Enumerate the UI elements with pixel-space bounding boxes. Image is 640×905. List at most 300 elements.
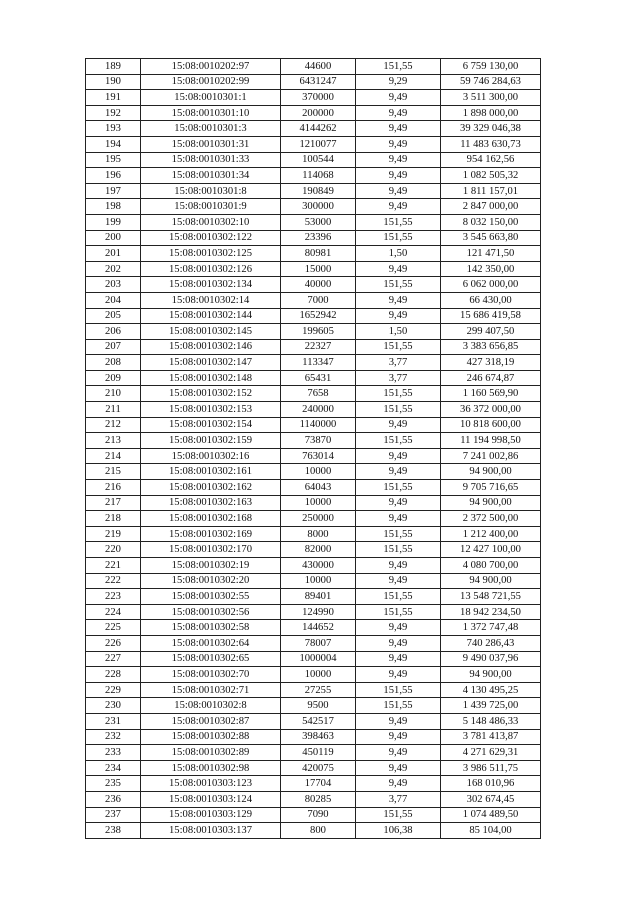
row-number-cell: 196	[86, 168, 141, 184]
row-number-cell: 235	[86, 776, 141, 792]
cadastral-number-cell: 15:08:0010303:124	[141, 791, 281, 807]
amount-cell: 246 674,87	[441, 370, 541, 386]
rate-cell: 9,49	[356, 573, 441, 589]
table-row	[86, 651, 541, 667]
table-row	[86, 745, 541, 761]
row-number-cell: 200	[86, 230, 141, 246]
amount-cell: 121 471,50	[441, 246, 541, 262]
rate-cell: 9,49	[356, 464, 441, 480]
rate-cell: 9,49	[356, 729, 441, 745]
rate-cell: 151,55	[356, 589, 441, 605]
area-cell: 27255	[281, 682, 356, 698]
row-number-cell: 211	[86, 402, 141, 418]
area-cell: 190849	[281, 183, 356, 199]
cadastral-number-cell: 15:08:0010302:20	[141, 573, 281, 589]
cadastral-number-cell: 15:08:0010302:89	[141, 745, 281, 761]
amount-cell: 85 104,00	[441, 823, 541, 839]
area-cell: 22327	[281, 339, 356, 355]
cadastral-number-cell: 15:08:0010302:122	[141, 230, 281, 246]
rate-cell: 9,49	[356, 417, 441, 433]
rate-cell: 151,55	[356, 339, 441, 355]
row-number-cell: 237	[86, 807, 141, 823]
cadastral-number-cell: 15:08:0010301:8	[141, 183, 281, 199]
row-number-cell: 228	[86, 667, 141, 683]
area-cell: 398463	[281, 729, 356, 745]
cadastral-number-cell: 15:08:0010302:58	[141, 620, 281, 636]
amount-cell: 94 900,00	[441, 495, 541, 511]
row-number-cell: 198	[86, 199, 141, 215]
rate-cell: 9,49	[356, 199, 441, 215]
area-cell: 10000	[281, 464, 356, 480]
area-cell: 100544	[281, 152, 356, 168]
cadastral-number-cell: 15:08:0010302:144	[141, 308, 281, 324]
area-cell: 144652	[281, 620, 356, 636]
row-number-cell: 214	[86, 448, 141, 464]
cadastral-number-cell: 15:08:0010302:8	[141, 698, 281, 714]
table-row	[86, 729, 541, 745]
table-row	[86, 136, 541, 152]
cadastral-number-cell: 15:08:0010302:153	[141, 402, 281, 418]
amount-cell: 18 942 234,50	[441, 604, 541, 620]
area-cell: 9500	[281, 698, 356, 714]
table-row	[86, 246, 541, 262]
area-cell: 1652942	[281, 308, 356, 324]
rate-cell: 1,50	[356, 246, 441, 262]
table-row	[86, 480, 541, 496]
amount-cell: 3 781 413,87	[441, 729, 541, 745]
row-number-cell: 189	[86, 59, 141, 75]
table-row	[86, 589, 541, 605]
amount-cell: 3 986 511,75	[441, 760, 541, 776]
area-cell: 23396	[281, 230, 356, 246]
cadastral-number-cell: 15:08:0010301:34	[141, 168, 281, 184]
row-number-cell: 194	[86, 136, 141, 152]
rate-cell: 9,49	[356, 776, 441, 792]
row-number-cell: 199	[86, 214, 141, 230]
amount-cell: 2 372 500,00	[441, 511, 541, 527]
rate-cell: 151,55	[356, 480, 441, 496]
rate-cell: 151,55	[356, 230, 441, 246]
table-row	[86, 823, 541, 839]
row-number-cell: 217	[86, 495, 141, 511]
rate-cell: 151,55	[356, 526, 441, 542]
table-row	[86, 59, 541, 75]
cadastral-number-cell: 15:08:0010302:14	[141, 292, 281, 308]
table-row	[86, 635, 541, 651]
area-cell: 240000	[281, 402, 356, 418]
row-number-cell: 236	[86, 791, 141, 807]
table-row	[86, 713, 541, 729]
amount-cell: 9 490 037,96	[441, 651, 541, 667]
table-row	[86, 261, 541, 277]
rate-cell: 151,55	[356, 433, 441, 449]
table-row	[86, 355, 541, 371]
cadastral-number-cell: 15:08:0010302:152	[141, 386, 281, 402]
rate-cell: 3,77	[356, 355, 441, 371]
row-number-cell: 204	[86, 292, 141, 308]
amount-cell: 11 483 630,73	[441, 136, 541, 152]
rate-cell: 9,49	[356, 713, 441, 729]
area-cell: 7000	[281, 292, 356, 308]
rate-cell: 9,49	[356, 448, 441, 464]
amount-cell: 4 080 700,00	[441, 558, 541, 574]
area-cell: 420075	[281, 760, 356, 776]
row-number-cell: 224	[86, 604, 141, 620]
table-body	[86, 59, 541, 839]
area-cell: 542517	[281, 713, 356, 729]
area-cell: 10000	[281, 573, 356, 589]
rate-cell: 151,55	[356, 604, 441, 620]
cadastral-number-cell: 15:08:0010303:123	[141, 776, 281, 792]
rate-cell: 151,55	[356, 277, 441, 293]
area-cell: 430000	[281, 558, 356, 574]
amount-cell: 1 160 569,90	[441, 386, 541, 402]
cadastral-number-cell: 15:08:0010302:64	[141, 635, 281, 651]
cadastral-number-cell: 15:08:0010302:16	[141, 448, 281, 464]
table-row	[86, 386, 541, 402]
table-row	[86, 464, 541, 480]
amount-cell: 94 900,00	[441, 464, 541, 480]
area-cell: 6431247	[281, 74, 356, 90]
cadastral-number-cell: 15:08:0010302:169	[141, 526, 281, 542]
row-number-cell: 233	[86, 745, 141, 761]
row-number-cell: 206	[86, 324, 141, 340]
area-cell: 370000	[281, 90, 356, 106]
rate-cell: 151,55	[356, 386, 441, 402]
amount-cell: 15 686 419,58	[441, 308, 541, 324]
row-number-cell: 218	[86, 511, 141, 527]
rate-cell: 151,55	[356, 682, 441, 698]
row-number-cell: 209	[86, 370, 141, 386]
amount-cell: 36 372 000,00	[441, 402, 541, 418]
rate-cell: 106,38	[356, 823, 441, 839]
rate-cell: 9,49	[356, 760, 441, 776]
amount-cell: 299 407,50	[441, 324, 541, 340]
amount-cell: 3 383 656,85	[441, 339, 541, 355]
cadastral-number-cell: 15:08:0010202:97	[141, 59, 281, 75]
cadastral-number-cell: 15:08:0010302:147	[141, 355, 281, 371]
rate-cell: 1,50	[356, 324, 441, 340]
row-number-cell: 226	[86, 635, 141, 651]
rate-cell: 9,49	[356, 511, 441, 527]
amount-cell: 302 674,45	[441, 791, 541, 807]
amount-cell: 6 062 000,00	[441, 277, 541, 293]
row-number-cell: 213	[86, 433, 141, 449]
amount-cell: 1 074 489,50	[441, 807, 541, 823]
table-row	[86, 807, 541, 823]
area-cell: 1140000	[281, 417, 356, 433]
amount-cell: 4 130 495,25	[441, 682, 541, 698]
rate-cell: 9,49	[356, 292, 441, 308]
cadastral-number-cell: 15:08:0010302:56	[141, 604, 281, 620]
cadastral-number-cell: 15:08:0010302:148	[141, 370, 281, 386]
land-plots-table	[85, 58, 541, 839]
table-row	[86, 152, 541, 168]
table-row	[86, 183, 541, 199]
table-row	[86, 511, 541, 527]
table-row	[86, 230, 541, 246]
table-row	[86, 667, 541, 683]
table-row	[86, 448, 541, 464]
row-number-cell: 203	[86, 277, 141, 293]
table-row	[86, 526, 541, 542]
amount-cell: 7 241 002,86	[441, 448, 541, 464]
amount-cell: 66 430,00	[441, 292, 541, 308]
table-row	[86, 682, 541, 698]
amount-cell: 2 847 000,00	[441, 199, 541, 215]
amount-cell: 4 271 629,31	[441, 745, 541, 761]
amount-cell: 11 194 998,50	[441, 433, 541, 449]
row-number-cell: 192	[86, 105, 141, 121]
rate-cell: 9,49	[356, 90, 441, 106]
rate-cell: 9,49	[356, 745, 441, 761]
area-cell: 7658	[281, 386, 356, 402]
table-row	[86, 620, 541, 636]
table-row	[86, 105, 541, 121]
area-cell: 800	[281, 823, 356, 839]
table-row	[86, 168, 541, 184]
area-cell: 44600	[281, 59, 356, 75]
row-number-cell: 208	[86, 355, 141, 371]
table-row	[86, 370, 541, 386]
amount-cell: 1 212 400,00	[441, 526, 541, 542]
cadastral-number-cell: 15:08:0010302:126	[141, 261, 281, 277]
amount-cell: 427 318,19	[441, 355, 541, 371]
area-cell: 80285	[281, 791, 356, 807]
amount-cell: 1 811 157,01	[441, 183, 541, 199]
amount-cell: 94 900,00	[441, 667, 541, 683]
cadastral-number-cell: 15:08:0010302:55	[141, 589, 281, 605]
row-number-cell: 222	[86, 573, 141, 589]
area-cell: 114068	[281, 168, 356, 184]
row-number-cell: 230	[86, 698, 141, 714]
table-row	[86, 433, 541, 449]
cadastral-number-cell: 15:08:0010303:137	[141, 823, 281, 839]
table-row	[86, 417, 541, 433]
table-row	[86, 199, 541, 215]
cadastral-number-cell: 15:08:0010302:154	[141, 417, 281, 433]
amount-cell: 142 350,00	[441, 261, 541, 277]
area-cell: 199605	[281, 324, 356, 340]
area-cell: 10000	[281, 495, 356, 511]
row-number-cell: 201	[86, 246, 141, 262]
area-cell: 113347	[281, 355, 356, 371]
area-cell: 89401	[281, 589, 356, 605]
area-cell: 78007	[281, 635, 356, 651]
rate-cell: 9,49	[356, 635, 441, 651]
cadastral-number-cell: 15:08:0010302:145	[141, 324, 281, 340]
area-cell: 200000	[281, 105, 356, 121]
amount-cell: 10 818 600,00	[441, 417, 541, 433]
cadastral-number-cell: 15:08:0010302:163	[141, 495, 281, 511]
cadastral-number-cell: 15:08:0010301:1	[141, 90, 281, 106]
table-row	[86, 324, 541, 340]
cadastral-number-cell: 15:08:0010302:70	[141, 667, 281, 683]
table-row	[86, 776, 541, 792]
row-number-cell: 232	[86, 729, 141, 745]
row-number-cell: 220	[86, 542, 141, 558]
amount-cell: 1 898 000,00	[441, 105, 541, 121]
rate-cell: 3,77	[356, 791, 441, 807]
rate-cell: 9,29	[356, 74, 441, 90]
table-row	[86, 698, 541, 714]
row-number-cell: 238	[86, 823, 141, 839]
table-row	[86, 402, 541, 418]
row-number-cell: 197	[86, 183, 141, 199]
table-row	[86, 791, 541, 807]
cadastral-number-cell: 15:08:0010301:9	[141, 199, 281, 215]
amount-cell: 168 010,96	[441, 776, 541, 792]
cadastral-number-cell: 15:08:0010302:71	[141, 682, 281, 698]
table-row	[86, 308, 541, 324]
amount-cell: 59 746 284,63	[441, 74, 541, 90]
amount-cell: 954 162,56	[441, 152, 541, 168]
area-cell: 40000	[281, 277, 356, 293]
row-number-cell: 193	[86, 121, 141, 137]
area-cell: 250000	[281, 511, 356, 527]
row-number-cell: 221	[86, 558, 141, 574]
amount-cell: 5 148 486,33	[441, 713, 541, 729]
row-number-cell: 231	[86, 713, 141, 729]
area-cell: 7090	[281, 807, 356, 823]
rate-cell: 151,55	[356, 542, 441, 558]
area-cell: 65431	[281, 370, 356, 386]
area-cell: 124990	[281, 604, 356, 620]
row-number-cell: 223	[86, 589, 141, 605]
rate-cell: 9,49	[356, 308, 441, 324]
area-cell: 64043	[281, 480, 356, 496]
amount-cell: 94 900,00	[441, 573, 541, 589]
cadastral-number-cell: 15:08:0010202:99	[141, 74, 281, 90]
cadastral-number-cell: 15:08:0010302:10	[141, 214, 281, 230]
row-number-cell: 229	[86, 682, 141, 698]
table-row	[86, 90, 541, 106]
rate-cell: 151,55	[356, 214, 441, 230]
amount-cell: 39 329 046,38	[441, 121, 541, 137]
rate-cell: 9,49	[356, 558, 441, 574]
table-row	[86, 573, 541, 589]
amount-cell: 1 439 725,00	[441, 698, 541, 714]
cadastral-number-cell: 15:08:0010302:159	[141, 433, 281, 449]
row-number-cell: 202	[86, 261, 141, 277]
rate-cell: 9,49	[356, 105, 441, 121]
cadastral-number-cell: 15:08:0010302:161	[141, 464, 281, 480]
cadastral-number-cell: 15:08:0010302:146	[141, 339, 281, 355]
row-number-cell: 212	[86, 417, 141, 433]
cadastral-number-cell: 15:08:0010301:10	[141, 105, 281, 121]
cadastral-number-cell: 15:08:0010301:3	[141, 121, 281, 137]
rate-cell: 9,49	[356, 667, 441, 683]
row-number-cell: 191	[86, 90, 141, 106]
cadastral-number-cell: 15:08:0010302:162	[141, 480, 281, 496]
amount-cell: 1 082 505,32	[441, 168, 541, 184]
area-cell: 10000	[281, 667, 356, 683]
area-cell: 15000	[281, 261, 356, 277]
rate-cell: 151,55	[356, 59, 441, 75]
row-number-cell: 210	[86, 386, 141, 402]
area-cell: 80981	[281, 246, 356, 262]
row-number-cell: 215	[86, 464, 141, 480]
rate-cell: 9,49	[356, 136, 441, 152]
row-number-cell: 227	[86, 651, 141, 667]
cadastral-number-cell: 15:08:0010302:98	[141, 760, 281, 776]
cadastral-number-cell: 15:08:0010302:65	[141, 651, 281, 667]
cadastral-number-cell: 15:08:0010302:87	[141, 713, 281, 729]
rate-cell: 9,49	[356, 152, 441, 168]
amount-cell: 3 545 663,80	[441, 230, 541, 246]
table-row	[86, 74, 541, 90]
area-cell: 53000	[281, 214, 356, 230]
rate-cell: 9,49	[356, 495, 441, 511]
row-number-cell: 216	[86, 480, 141, 496]
amount-cell: 9 705 716,65	[441, 480, 541, 496]
area-cell: 450119	[281, 745, 356, 761]
table-row	[86, 542, 541, 558]
area-cell: 8000	[281, 526, 356, 542]
cadastral-number-cell: 15:08:0010302:168	[141, 511, 281, 527]
table-row	[86, 292, 541, 308]
rate-cell: 9,49	[356, 121, 441, 137]
amount-cell: 12 427 100,00	[441, 542, 541, 558]
cadastral-number-cell: 15:08:0010302:125	[141, 246, 281, 262]
cadastral-number-cell: 15:08:0010301:33	[141, 152, 281, 168]
rate-cell: 9,49	[356, 261, 441, 277]
area-cell: 763014	[281, 448, 356, 464]
amount-cell: 6 759 130,00	[441, 59, 541, 75]
row-number-cell: 207	[86, 339, 141, 355]
area-cell: 82000	[281, 542, 356, 558]
area-cell: 4144262	[281, 121, 356, 137]
cadastral-number-cell: 15:08:0010302:88	[141, 729, 281, 745]
area-cell: 17704	[281, 776, 356, 792]
row-number-cell: 219	[86, 526, 141, 542]
table-row	[86, 277, 541, 293]
table-row	[86, 558, 541, 574]
rate-cell: 9,49	[356, 168, 441, 184]
row-number-cell: 225	[86, 620, 141, 636]
row-number-cell: 190	[86, 74, 141, 90]
table-row	[86, 121, 541, 137]
rate-cell: 151,55	[356, 698, 441, 714]
table-row	[86, 339, 541, 355]
amount-cell: 3 511 300,00	[441, 90, 541, 106]
amount-cell: 13 548 721,55	[441, 589, 541, 605]
area-cell: 1210077	[281, 136, 356, 152]
table-row	[86, 495, 541, 511]
cadastral-number-cell: 15:08:0010302:134	[141, 277, 281, 293]
row-number-cell: 195	[86, 152, 141, 168]
cadastral-number-cell: 15:08:0010302:19	[141, 558, 281, 574]
area-cell: 300000	[281, 199, 356, 215]
rate-cell: 9,49	[356, 183, 441, 199]
table-row	[86, 214, 541, 230]
rate-cell: 151,55	[356, 402, 441, 418]
amount-cell: 1 372 747,48	[441, 620, 541, 636]
area-cell: 73870	[281, 433, 356, 449]
rate-cell: 9,49	[356, 620, 441, 636]
area-cell: 1000004	[281, 651, 356, 667]
rate-cell: 151,55	[356, 807, 441, 823]
rate-cell: 3,77	[356, 370, 441, 386]
cadastral-number-cell: 15:08:0010301:31	[141, 136, 281, 152]
rate-cell: 9,49	[356, 651, 441, 667]
table-row	[86, 604, 541, 620]
amount-cell: 740 286,43	[441, 635, 541, 651]
row-number-cell: 234	[86, 760, 141, 776]
cadastral-number-cell: 15:08:0010302:170	[141, 542, 281, 558]
row-number-cell: 205	[86, 308, 141, 324]
table-row	[86, 760, 541, 776]
